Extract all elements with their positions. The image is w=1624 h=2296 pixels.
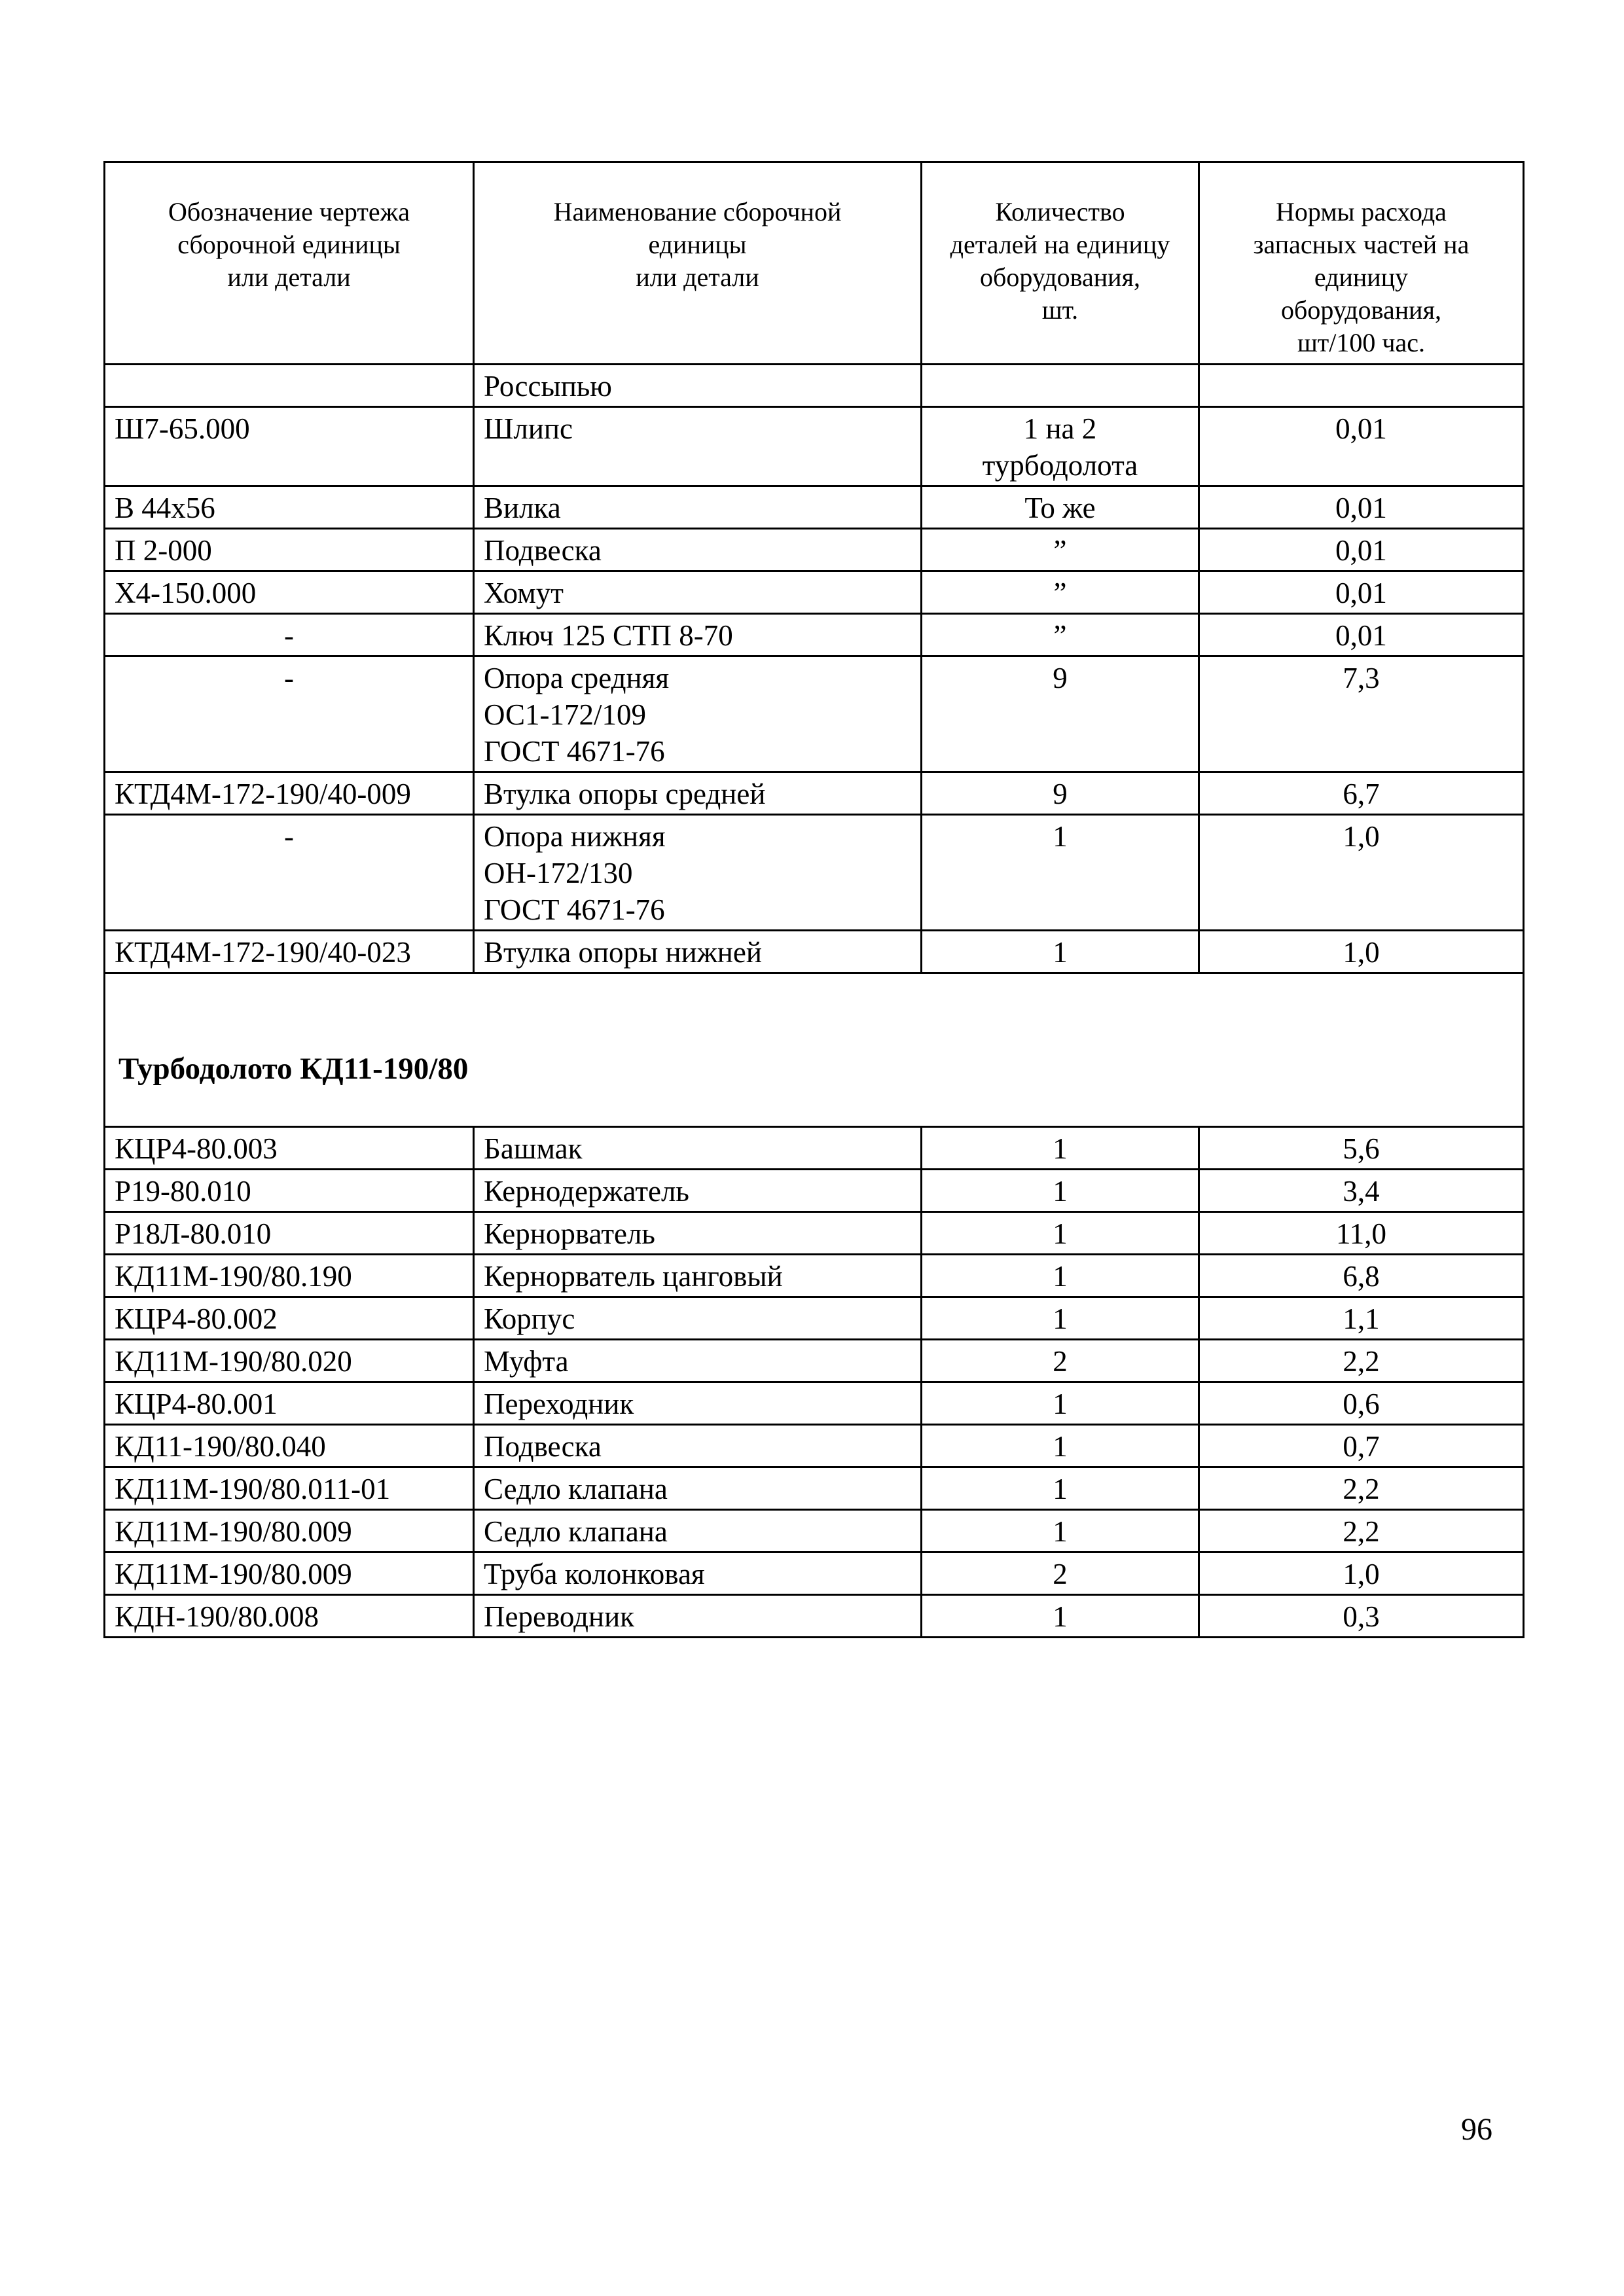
table-row	[105, 1552, 1524, 1595]
text-line: Х4-150.000	[115, 577, 257, 609]
text-line: Ш7-65.000	[115, 412, 250, 445]
cell-quantity	[922, 365, 1199, 407]
header-drawing-designation	[105, 162, 474, 365]
cell-quantity	[922, 815, 1199, 931]
table-row	[105, 1467, 1524, 1510]
text-line: ОН-172/130	[484, 857, 633, 889]
cell-quantity	[922, 656, 1199, 772]
text-line: турбодолота	[982, 449, 1138, 482]
table-row	[105, 1340, 1524, 1382]
text-line: 1,0	[1343, 936, 1380, 969]
header-quantity	[922, 162, 1199, 365]
cell-quantity: 1	[922, 1510, 1199, 1552]
text-line: -	[284, 662, 294, 694]
text-line	[931, 368, 1189, 404]
cell-quantity: 1	[922, 1467, 1199, 1510]
cell-name	[474, 815, 922, 931]
text-line: Обозначение чертежа	[168, 197, 410, 226]
cell-quantity: 1	[922, 1595, 1199, 1638]
table-row	[105, 931, 1524, 973]
cell-name	[474, 486, 922, 529]
text-line: ГОСТ 4671-76	[484, 735, 665, 768]
table-row	[105, 1595, 1524, 1638]
cell-name: Переводник	[474, 1595, 922, 1638]
cell-norm: 2,2	[1199, 1340, 1524, 1382]
cell-name: Муфта	[474, 1340, 922, 1382]
cell-designation: КДН-190/80.008	[105, 1595, 474, 1638]
text-line: Вилка	[484, 492, 561, 524]
cell-norm: 11,0	[1199, 1212, 1524, 1255]
cell-quantity	[922, 931, 1199, 973]
cell-name	[474, 365, 922, 407]
text-line: КТД4М-172-190/40-023	[115, 936, 411, 969]
cell-norm	[1199, 486, 1524, 529]
cell-norm	[1199, 407, 1524, 486]
cell-norm	[1199, 529, 1524, 571]
table-row	[105, 1510, 1524, 1552]
text-line	[1209, 368, 1513, 404]
cell-designation: КД11М-190/80.009	[105, 1510, 474, 1552]
cell-quantity: 1	[922, 1255, 1199, 1297]
cell-quantity: 2	[922, 1340, 1199, 1382]
cell-designation: КЦР4-80.002	[105, 1297, 474, 1340]
text-line: Подвеска	[484, 534, 602, 567]
cell-name: Переходник	[474, 1382, 922, 1425]
table-row	[105, 1170, 1524, 1212]
cell-designation	[105, 571, 474, 614]
text-line: 0,01	[1335, 412, 1387, 445]
text-line: оборудования,	[1281, 295, 1441, 325]
cell-designation: Р18Л-80.010	[105, 1212, 474, 1255]
cell-quantity	[922, 614, 1199, 656]
text-line: 1 на 2	[1023, 412, 1097, 445]
cell-name: Кернорватель цанговый	[474, 1255, 922, 1297]
cell-name: Кернорватель	[474, 1212, 922, 1255]
text-line: То же	[1024, 492, 1096, 524]
text-line: или детали	[636, 262, 759, 292]
table-row	[105, 365, 1524, 407]
table-row	[105, 407, 1524, 486]
cell-norm: 0,6	[1199, 1382, 1524, 1425]
header-consumption-norm	[1199, 162, 1524, 365]
text-line: Нормы расхода	[1276, 197, 1447, 226]
text-line: Ключ 125 СТП 8-70	[484, 619, 733, 652]
section-row	[105, 973, 1524, 1127]
text-line: 0,01	[1335, 619, 1387, 652]
cell-name	[474, 571, 922, 614]
section-title: Турбодолото КД11-190/80	[105, 973, 1524, 1127]
text-line: или детали	[227, 262, 351, 292]
table-row	[105, 1127, 1524, 1170]
cell-designation	[105, 407, 474, 486]
cell-designation	[105, 529, 474, 571]
cell-designation	[105, 365, 474, 407]
cell-designation	[105, 486, 474, 529]
text-line: ”	[1053, 619, 1067, 652]
cell-name: Кернодержатель	[474, 1170, 922, 1212]
cell-designation: КЦР4-80.001	[105, 1382, 474, 1425]
cell-designation: КД11М-190/80.020	[105, 1340, 474, 1382]
text-line: ОС1-172/109	[484, 698, 647, 731]
table-row	[105, 1212, 1524, 1255]
cell-quantity	[922, 486, 1199, 529]
table-row	[105, 772, 1524, 815]
cell-quantity	[922, 571, 1199, 614]
cell-norm: 2,2	[1199, 1510, 1524, 1552]
text-line: 7,3	[1343, 662, 1380, 694]
text-line: 0,01	[1335, 492, 1387, 524]
table-row	[105, 656, 1524, 772]
page-number: 96	[1461, 2112, 1492, 2147]
text-line: Россыпью	[484, 370, 612, 403]
cell-designation	[105, 931, 474, 973]
text-line: Шлипс	[484, 412, 573, 445]
cell-designation: КЦР4-80.003	[105, 1127, 474, 1170]
text-line: Хомут	[484, 577, 564, 609]
cell-designation	[105, 614, 474, 656]
cell-name: Труба колонковая	[474, 1552, 922, 1595]
text-line: 1	[1053, 936, 1068, 969]
text-line: 6,7	[1343, 778, 1380, 810]
text-line: -	[284, 820, 294, 853]
cell-name: Башмак	[474, 1127, 922, 1170]
cell-quantity	[922, 407, 1199, 486]
table-row	[105, 614, 1524, 656]
text-line: В 44х56	[115, 492, 215, 524]
text-line: сборочной единицы	[177, 230, 401, 259]
cell-designation: Р19-80.010	[105, 1170, 474, 1212]
cell-norm	[1199, 772, 1524, 815]
header-unit-name	[474, 162, 922, 365]
cell-norm	[1199, 815, 1524, 931]
cell-name: Подвеска	[474, 1425, 922, 1467]
text-line: Втулка опоры средней	[484, 778, 766, 810]
cell-quantity	[922, 772, 1199, 815]
text-line: шт/100 час.	[1297, 328, 1426, 357]
table-header-row	[105, 162, 1524, 365]
text-line: 9	[1053, 778, 1068, 810]
text-line: единицы	[648, 230, 747, 259]
spare-parts-table	[103, 161, 1525, 1638]
text-line: 0,01	[1335, 534, 1387, 567]
cell-name	[474, 931, 922, 973]
cell-designation: КД11-190/80.040	[105, 1425, 474, 1467]
text-line: единицу	[1314, 262, 1409, 292]
text-line: ”	[1053, 534, 1067, 567]
text-line: Наименование сборочной	[553, 197, 842, 226]
table-row	[105, 486, 1524, 529]
text-line: 9	[1053, 662, 1068, 694]
cell-norm	[1199, 365, 1524, 407]
text-line: Опора средняя	[484, 662, 670, 694]
table-row	[105, 815, 1524, 931]
text-line: оборудования,	[980, 262, 1140, 292]
text-line: -	[284, 619, 294, 652]
text-line: 1,0	[1343, 820, 1380, 853]
text-line: запасных частей на	[1253, 230, 1470, 259]
table-row	[105, 1425, 1524, 1467]
cell-norm	[1199, 656, 1524, 772]
cell-designation	[105, 815, 474, 931]
cell-quantity: 1	[922, 1170, 1199, 1212]
cell-norm: 6,8	[1199, 1255, 1524, 1297]
cell-quantity: 1	[922, 1382, 1199, 1425]
text-line: Количество	[995, 197, 1125, 226]
cell-name	[474, 614, 922, 656]
cell-quantity: 2	[922, 1552, 1199, 1595]
cell-norm: 2,2	[1199, 1467, 1524, 1510]
cell-norm	[1199, 571, 1524, 614]
cell-norm	[1199, 931, 1524, 973]
cell-quantity: 1	[922, 1297, 1199, 1340]
cell-norm: 3,4	[1199, 1170, 1524, 1212]
cell-name	[474, 772, 922, 815]
table-body	[105, 365, 1524, 1638]
cell-designation	[105, 772, 474, 815]
cell-quantity: 1	[922, 1127, 1199, 1170]
cell-norm: 1,0	[1199, 1552, 1524, 1595]
text-line: ГОСТ 4671-76	[484, 893, 665, 926]
cell-norm: 5,6	[1199, 1127, 1524, 1170]
text-line: Втулка опоры нижней	[484, 936, 762, 969]
text-line: 1	[1053, 820, 1068, 853]
text-line: шт.	[1041, 295, 1079, 325]
cell-norm	[1199, 614, 1524, 656]
cell-name	[474, 656, 922, 772]
cell-name: Седло клапана	[474, 1510, 922, 1552]
text-line: ”	[1053, 577, 1067, 609]
cell-designation: КД11М-190/80.011-01	[105, 1467, 474, 1510]
cell-designation	[105, 656, 474, 772]
text-line: Опора нижняя	[484, 820, 666, 853]
text-line: 0,01	[1335, 577, 1387, 609]
cell-designation: КД11М-190/80.009	[105, 1552, 474, 1595]
cell-name: Седло клапана	[474, 1467, 922, 1510]
text-line	[115, 368, 463, 404]
cell-norm: 0,3	[1199, 1595, 1524, 1638]
table-row	[105, 529, 1524, 571]
cell-quantity	[922, 529, 1199, 571]
text-line: КТД4М-172-190/40-009	[115, 778, 411, 810]
table-row	[105, 571, 1524, 614]
text-line: П 2-000	[115, 534, 212, 567]
cell-quantity: 1	[922, 1425, 1199, 1467]
cell-norm: 0,7	[1199, 1425, 1524, 1467]
cell-name	[474, 407, 922, 486]
cell-name: Корпус	[474, 1297, 922, 1340]
cell-designation: КД11М-190/80.190	[105, 1255, 474, 1297]
table-row	[105, 1297, 1524, 1340]
cell-name	[474, 529, 922, 571]
text-line: деталей на единицу	[950, 230, 1170, 259]
cell-quantity: 1	[922, 1212, 1199, 1255]
cell-norm: 1,1	[1199, 1297, 1524, 1340]
table-row	[105, 1255, 1524, 1297]
table-row	[105, 1382, 1524, 1425]
